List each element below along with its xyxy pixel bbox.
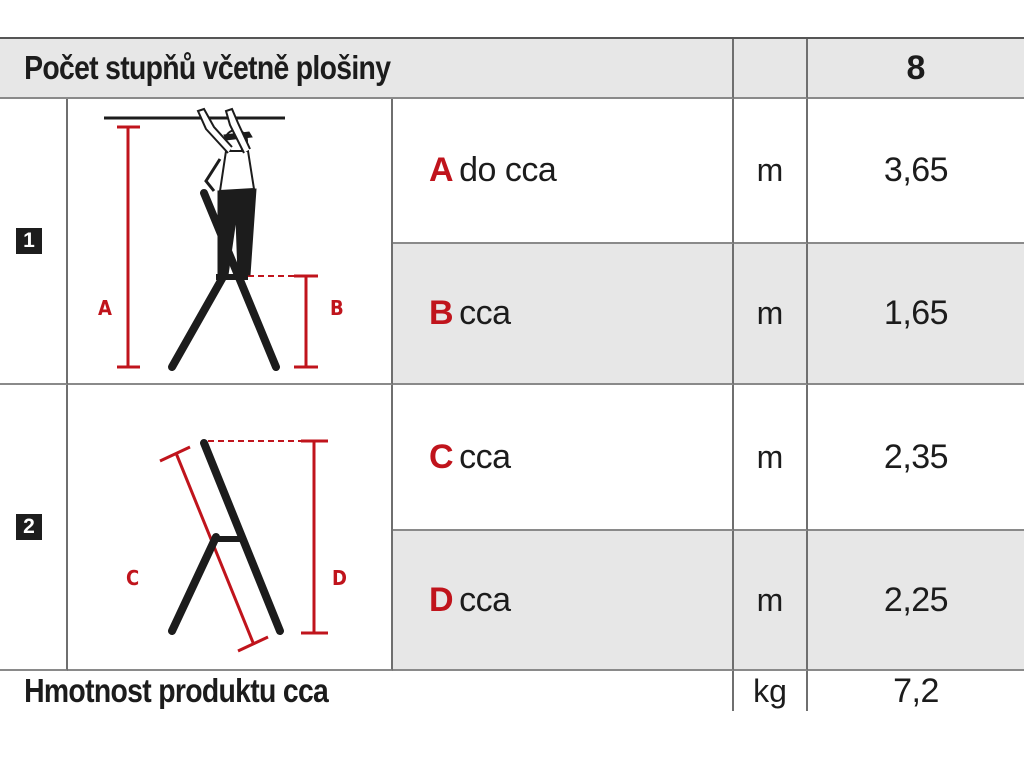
- figure-1-badge: 1: [16, 228, 42, 254]
- dimension-a-text: do cca: [459, 151, 557, 189]
- figure-1-ladder-open: [68, 99, 393, 385]
- dimension-d-letter: D: [429, 580, 454, 619]
- dimension-b-value: 1,65: [808, 244, 1024, 385]
- dimension-b-text: cca: [459, 294, 511, 332]
- steps-label: Počet stupňů včetně plošiny: [24, 49, 391, 86]
- dimension-d-value: 2,25: [808, 531, 1024, 671]
- weight-label: Hmotnost produktu cca: [24, 672, 329, 709]
- dimension-b-label: [393, 244, 734, 385]
- ladder-length-diagram: [68, 385, 391, 670]
- label-b: B: [330, 296, 344, 320]
- header-label-cell: [0, 39, 734, 99]
- dimension-b-letter: B: [429, 294, 454, 332]
- dimension-c-text: cca: [459, 437, 511, 476]
- dimension-b-unit: m: [734, 244, 808, 385]
- weight-label-cell: [0, 671, 734, 711]
- dimension-a-value: 3,65: [808, 99, 1024, 244]
- figure-1-number-cell: [0, 99, 68, 385]
- figure-2-ladder-folded: [68, 385, 393, 671]
- figure-2-number-cell: [0, 385, 68, 671]
- dimension-a-letter: A: [429, 151, 454, 189]
- label-a: A: [98, 296, 112, 320]
- weight-unit: kg: [734, 671, 808, 711]
- label-c: C: [126, 566, 140, 590]
- figure-2-badge: 2: [16, 514, 42, 540]
- ladder-height-diagram: [68, 99, 391, 383]
- dimension-a-unit: m: [734, 99, 808, 244]
- dimension-c-unit: m: [734, 385, 808, 531]
- ladder-icon: [172, 443, 280, 631]
- steps-value: 8: [808, 39, 1024, 99]
- dimension-d-label: [393, 531, 734, 671]
- dimension-c-value: 2,35: [808, 385, 1024, 531]
- dimension-c-label: [393, 385, 734, 531]
- spec-table: [0, 37, 1024, 770]
- dimension-d-unit: m: [734, 531, 808, 671]
- dimension-d-text: cca: [459, 580, 511, 619]
- dimension-c-letter: C: [429, 437, 454, 476]
- dimension-a-label: [393, 99, 734, 244]
- header-unit-cell: [734, 39, 808, 99]
- label-d: D: [332, 566, 347, 590]
- weight-value: 7,2: [808, 671, 1024, 711]
